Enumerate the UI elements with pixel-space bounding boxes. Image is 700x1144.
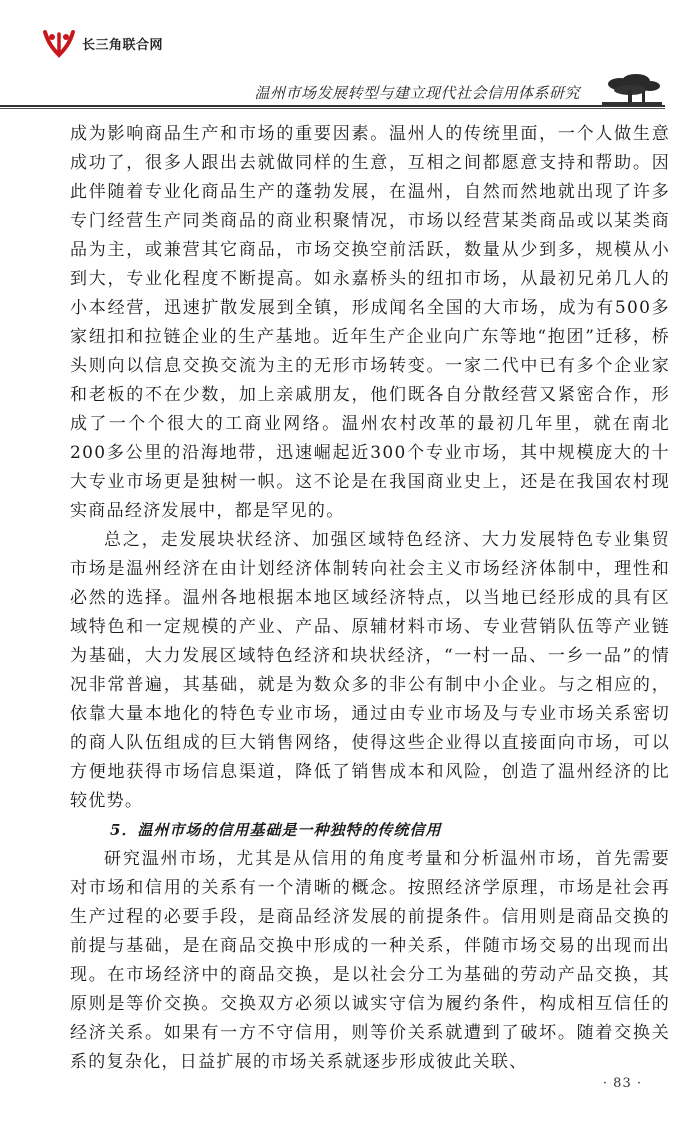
main-text <box>70 120 670 1077</box>
paragraph-1: 成为影响商品生产和市场的重要因素。温州人的传统里面，一个人做生意成功了，很多人跟出去就做同样的生意，互相之间都愿意支持和帮助。因此伴随着专业化商品生产的蓬勃发展，在温州，自然而然地就出现了许多专门经营生产同类商品的商业积聚情况，市场以经营某类商品或以某类商品为主，或兼营其它商品，市场交换空前活跃，数量从少到多，规模从小到大，专业化程度不断提高。如永嘉桥头的纽扣市场，从最初兄弟几人的小本经营，迅速扩散发展到全镇，形成闻名全国的大市场，成为有500多家纽扣和拉链企业的生产基地。近年生产企业向广东等地“抱团”迁移，桥头则向以信息交换交流为主的无形市场转变。一家二代中已有多个企业家和老板的不在少数，加上亲戚朋友，他们既各自分散经营又紧密合作，形成了一个个很大的工商业网络。温州农村改革的最初几年里，就在南北200多公里的沿海地带，迅速崛起近300个专业市场，其中规模庞大的十大专业市场更是独树一帜。这不论是在我国商业史上，还是在我国农村现实商品经济发展中，都是罕见的。 <box>70 124 670 521</box>
header-rule-thin <box>0 108 665 109</box>
paragraph-3: 研究温州市场，尤其是从信用的角度考量和分析温州市场，首先需要对市场和信用的关系有一个清晰的概念。按照经济学原理，市场是社会再生产过程的必要手段，是商品经济发展的前提条件。信用则是商品交换的前提与基础，是在商品交换中形成的一种关系，伴随市场交易的出现而出现。在市场经济中的商品交换，是以社会分工为基础的劳动产品交换，其原则是等价交换。交换双方必须以诚实守信为履约条件，构成相互信任的经济关系。如果有一方不守信用，则等价关系就遭到了破坏。随着交换关系的复杂化，日益扩展的市场关系就逐步形成彼此关联、 <box>70 849 670 1072</box>
site-logo-icon <box>42 28 76 58</box>
running-header <box>0 72 700 112</box>
tree-ornament-icon <box>602 72 662 110</box>
header-rule <box>0 105 665 107</box>
page-number: · 83 · <box>602 1076 642 1091</box>
site-logo <box>42 28 163 58</box>
running-title: 温州市场发展转型与建立现代社会信用体系研究 <box>254 84 580 102</box>
site-name: 长三角联合网 <box>82 37 164 53</box>
section-heading: 5．温州市场的信用基础是一种独特的传统信用 <box>110 821 442 839</box>
paragraph-2: 总之，走发展块状经济、加强区域特色经济、大力发展特色专业集贸市场是温州经济在由计划经济体制转向社会主义市场经济体制中，理性和必然的选择。温州各地根据本地区域经济特点，以当地已经形成的具有区域特色和一定规模的产业、产品、原辅材料市场、专业营销队伍等产业链为基础，大力发展区域特色经济和块状经济，“一村一品、一乡一品”的情况非常普遍，其基础，就是为数众多的非公有制中小企业。与之相应的，依靠大量本地化的特色专业市场，通过由专业市场及与专业市场关系密切的商人队伍组成的巨大销售网络，使得这些企业得以直接面向市场，可以方便地获得市场信息渠道，降低了销售成本和风险，创造了温州经济的比较优势。 <box>70 530 670 811</box>
